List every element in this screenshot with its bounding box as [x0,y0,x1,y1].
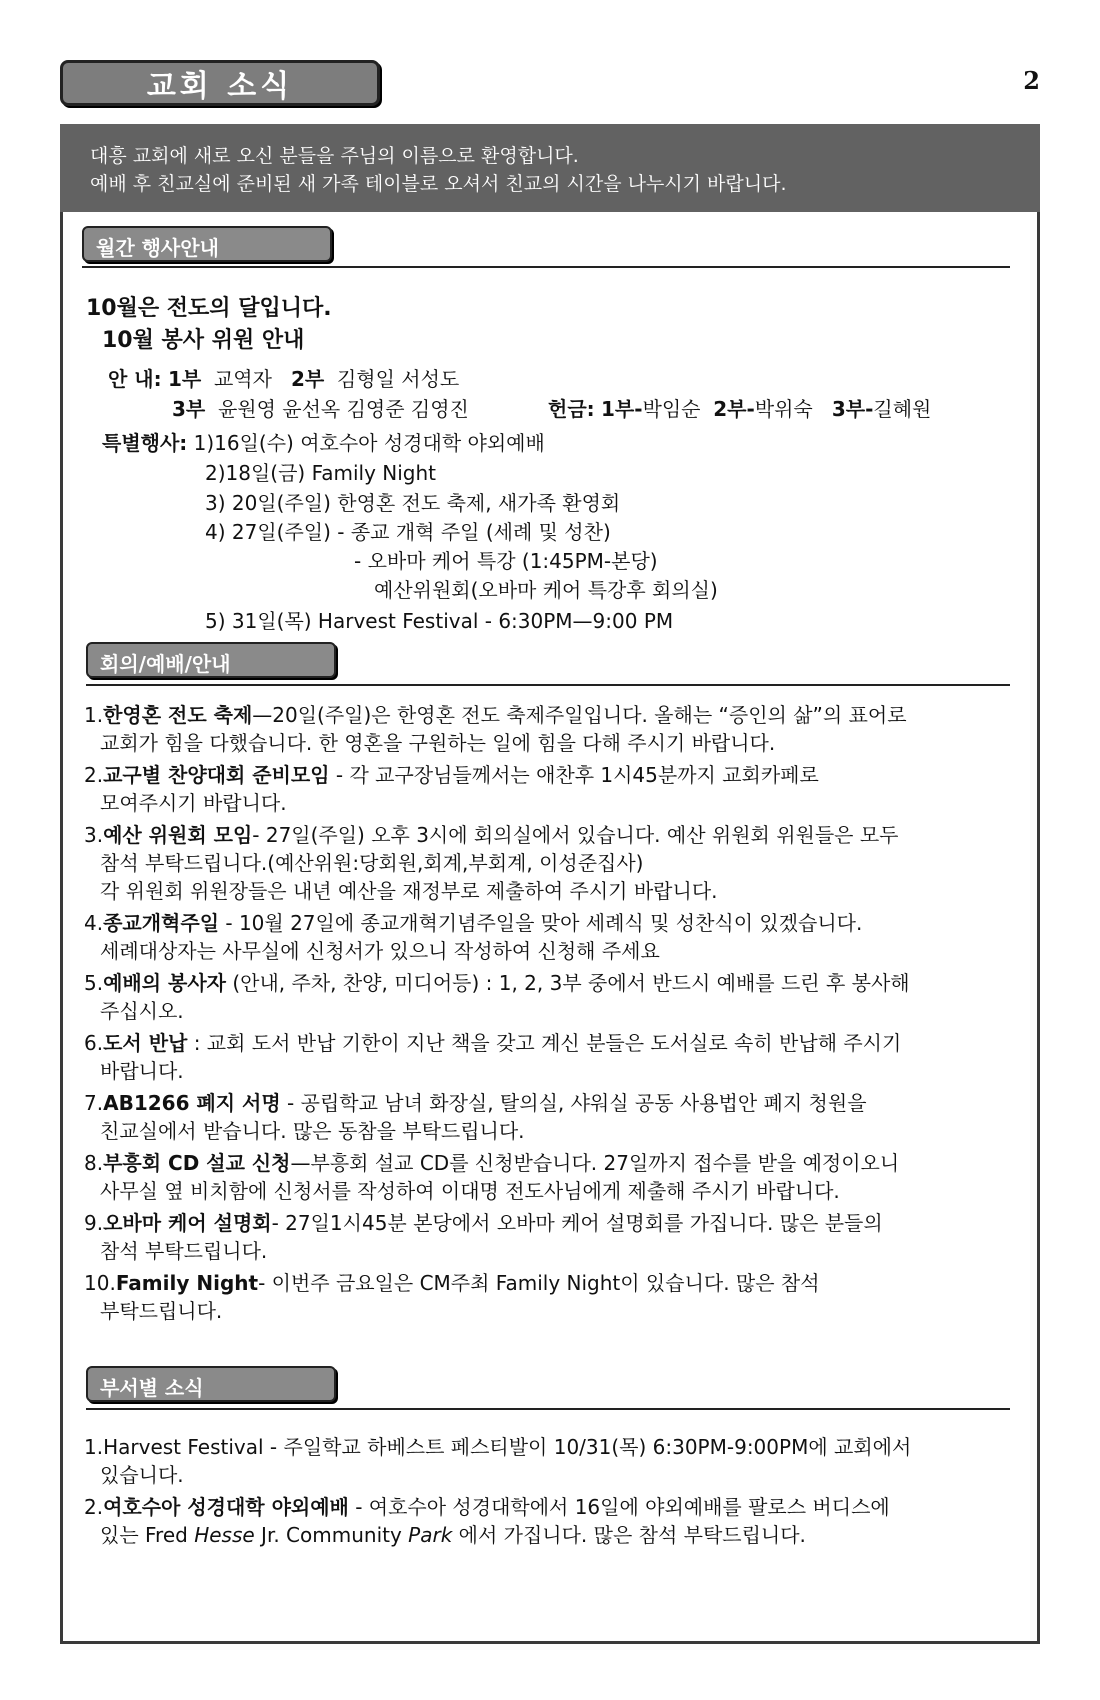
special-events-row-1 [102,430,545,456]
notice-6-body-a: : 교회 도서 반납 기한이 지난 책을 갖고 계신 분들은 도서실로 속히 반납해 주시기 [187,1031,902,1055]
notice-10-body-b: 부탁드립니다. [100,1299,223,1323]
notice-6-number: 6. [84,1031,104,1055]
special-events-label: 특별행사: [102,431,188,455]
dept-notice-2-title: 여호수아 성경대학 야외예배 [103,1495,349,1519]
notice-2-number: 2. [84,763,104,787]
special-event-3: 3) 20일(주일) 한영혼 전도 축제, 새가족 환영회 [205,491,621,515]
monthly-events-tab: 월간 행사안내 [82,226,332,262]
special-event-2: 2)18일(금) Family Night [205,461,437,485]
volunteer-guide-title: 10월 봉사 위원 안내 [102,328,305,353]
notice-4-body-a: - 10월 27일에 종교개혁기념주일을 맞아 세례식 및 성찬식이 있겠습니다. [219,911,863,935]
guide-row-2 [172,396,469,422]
special-event-4-sub-2: 예산위원회(오바마 케어 특강후 회의실) [374,578,718,602]
dept-notice-2-number: 2. [84,1495,104,1519]
dept-notice-2-body-b-pre: 있는 Fred [100,1523,195,1547]
notice-2-line-1 [84,762,819,788]
offering-1-label: 1부- [601,397,643,421]
notice-7-title: AB1266 폐지 서명 [103,1091,281,1115]
notice-7-body-b: 친교실에서 받습니다. 많은 동참을 부탁드립니다. [100,1119,525,1143]
notice-8-line-1 [84,1150,899,1176]
guide-label: 안 내: [108,367,162,391]
notice-3-body-a: - 27일(주일) 오후 3시에 회의실에서 있습니다. 예산 위원회 위원들은 모두 [252,823,899,847]
notice-1-number: 1. [84,703,104,727]
notice-9-body-a: - 27일1시45분 본당에서 오바마 케어 설명회를 가집니다. 많은 분들의 [271,1211,883,1235]
section-divider [86,684,1010,686]
welcome-line-2: 예배 후 친교실에 준비된 새 가족 테이블로 오셔서 친교의 시간을 나누시기 바랍니다. [90,173,787,195]
notice-2-body-a: - 각 교구장님들께서는 애찬후 1시45분까지 교회카페로 [329,763,819,787]
notice-5-body-b: 주십시오. [100,999,184,1023]
notice-9-body-b: 참석 부탁드립니다. [100,1239,268,1263]
dept-notice-1-line-1 [84,1434,911,1460]
dept-notice-2-body-b-post: 에서 가집니다. 많은 참석 부탁드립니다. [452,1523,806,1547]
notice-4-body-b: 세례대상자는 사무실에 신청서가 있으니 작성하여 신청해 주세요 [100,939,660,963]
special-event-1: 1)16일(수) 여호수아 성경대학 야외예배 [193,431,545,455]
section-divider [86,1408,1010,1410]
notice-9-number: 9. [84,1211,104,1235]
guide-row-1 [108,366,459,392]
notice-6-body-b: 바랍니다. [100,1059,184,1083]
notice-8-body-a: —부흥회 설교 CD를 신청받습니다. 27일까지 접수를 받을 예정이오니 [290,1151,900,1175]
dept-notice-1-title: Harvest Festival [103,1435,264,1459]
dept-notice-2-body-b-mid: Jr. Community [254,1523,409,1547]
dept-notice-1-body-a: - 주일학교 하베스트 페스티발이 10/31(목) 6:30PM-9:00PM에 교회에서 [263,1435,912,1459]
offering-1-name: 박임순 [642,397,701,421]
notice-2-body-b: 모여주시기 바랍니다. [100,791,287,815]
page-number: 2 [1023,66,1040,95]
notice-9-line-1 [84,1210,883,1236]
special-event-4-sub-1: - 오바마 케어 특강 (1:45PM-본당) [354,549,658,573]
notice-1-title: 한영혼 전도 축제 [103,703,253,727]
notice-5-body-a: (안내, 주차, 찬양, 미디어등) : 1, 2, 3부 중에서 반드시 예배를 드린 후 봉사해 [225,971,910,995]
notice-5-number: 5. [84,971,104,995]
section-divider [82,266,1010,268]
service-2-names: 김형일 서성도 [336,367,460,391]
special-event-5: 5) 31일(목) Harvest Festival - 6:30PM—9:00 PM [205,609,674,633]
service-3-label: 3부 [172,397,206,421]
notice-10-number: 10. [84,1271,116,1295]
notice-4-title: 종교개혁주일 [103,911,220,935]
offering-row [548,396,931,422]
service-2-label: 2부 [290,367,325,391]
notice-5-line-1 [84,970,910,996]
notice-3-body-c: 각 위원회 위원장들은 내년 예산을 재정부로 제출하여 주시기 바랍니다. [100,879,718,903]
notice-3-number: 3. [84,823,104,847]
notice-3-line-1 [84,822,898,848]
notice-9-title: 오바마 케어 설명회 [103,1211,272,1235]
offering-2-label: 2부- [713,397,755,421]
dept-notice-2-line-1 [84,1494,890,1520]
notice-2-title: 교구별 찬양대회 준비모임 [103,763,330,787]
departments-tab: 부서별 소식 [86,1366,336,1402]
special-event-4: 4) 27일(주일) - 종교 개혁 주일 (세례 및 성찬) [205,520,611,544]
offering-label: 헌금: [548,397,595,421]
dept-notice-1-body-b: 있습니다. [100,1463,184,1487]
notice-10-body-a: - 이번주 금요일은 CM주최 Family Night이 있습니다. 많은 참석 [258,1271,820,1295]
notice-7-body-a: - 공립학교 남녀 화장실, 탈의실, 샤워실 공동 사용법안 폐지 청원을 [280,1091,867,1115]
notice-7-number: 7. [84,1091,104,1115]
dept-notice-2-body-b-hesse: Hesse [194,1523,255,1547]
service-3-names: 윤원영 윤선옥 김영준 김영진 [217,397,469,421]
notice-10-line-1 [84,1270,820,1296]
notice-6-line-1 [84,1030,901,1056]
notice-6-title: 도서 반납 [103,1031,188,1055]
offering-2-name: 박위숙 [754,397,813,421]
notice-8-body-b: 사무실 옆 비치함에 신청서를 작성하여 이대명 전도사님에게 제출해 주시기 바랍니다. [100,1179,840,1203]
dept-notice-1-number: 1. [84,1435,104,1459]
notice-3-title: 예산 위원회 모임 [103,823,253,847]
dept-notice-2-body-b-park: Park [408,1523,453,1547]
welcome-line-1: 대흥 교회에 새로 오신 분들을 주님의 이름으로 환영합니다. [90,145,579,167]
page-title: 교회 소식 [60,60,380,106]
notice-1-body-a: —20일(주일)은 한영혼 전도 축제주일입니다. 올해는 “증인의 삶”의 표어로 [252,703,907,727]
notice-7-line-1 [84,1090,867,1116]
meetings-tab: 회의/예배/안내 [86,642,336,678]
monthly-headline: 10월은 전도의 달입니다. [86,296,332,321]
notice-10-title: Family Night [115,1271,259,1295]
notice-3-body-b: 참석 부탁드립니다.(예산위원:당회원,회계,부회계, 이성준집사) [100,851,644,875]
service-1-names: 교역자 [213,367,272,391]
offering-3-name: 길혜원 [873,397,932,421]
dept-notice-2-body-b [100,1522,806,1548]
dept-notice-2-body-a: - 여호수아 성경대학에서 16일에 야외예배를 팔로스 버디스에 [348,1495,890,1519]
notice-1-body-b: 교회가 힘을 다했습니다. 한 영혼을 구원하는 일에 힘을 다해 주시기 바랍니다. [100,731,776,755]
notice-8-number: 8. [84,1151,104,1175]
welcome-banner [60,124,1040,212]
notice-4-line-1 [84,910,862,936]
service-1-label: 1부 [167,367,202,391]
notice-8-title: 부흥회 CD 설교 신청 [103,1151,291,1175]
offering-3-label: 3부- [831,397,874,421]
notice-5-title: 예배의 봉사자 [103,971,226,995]
notice-4-number: 4. [84,911,104,935]
notice-1-line-1 [84,702,907,728]
